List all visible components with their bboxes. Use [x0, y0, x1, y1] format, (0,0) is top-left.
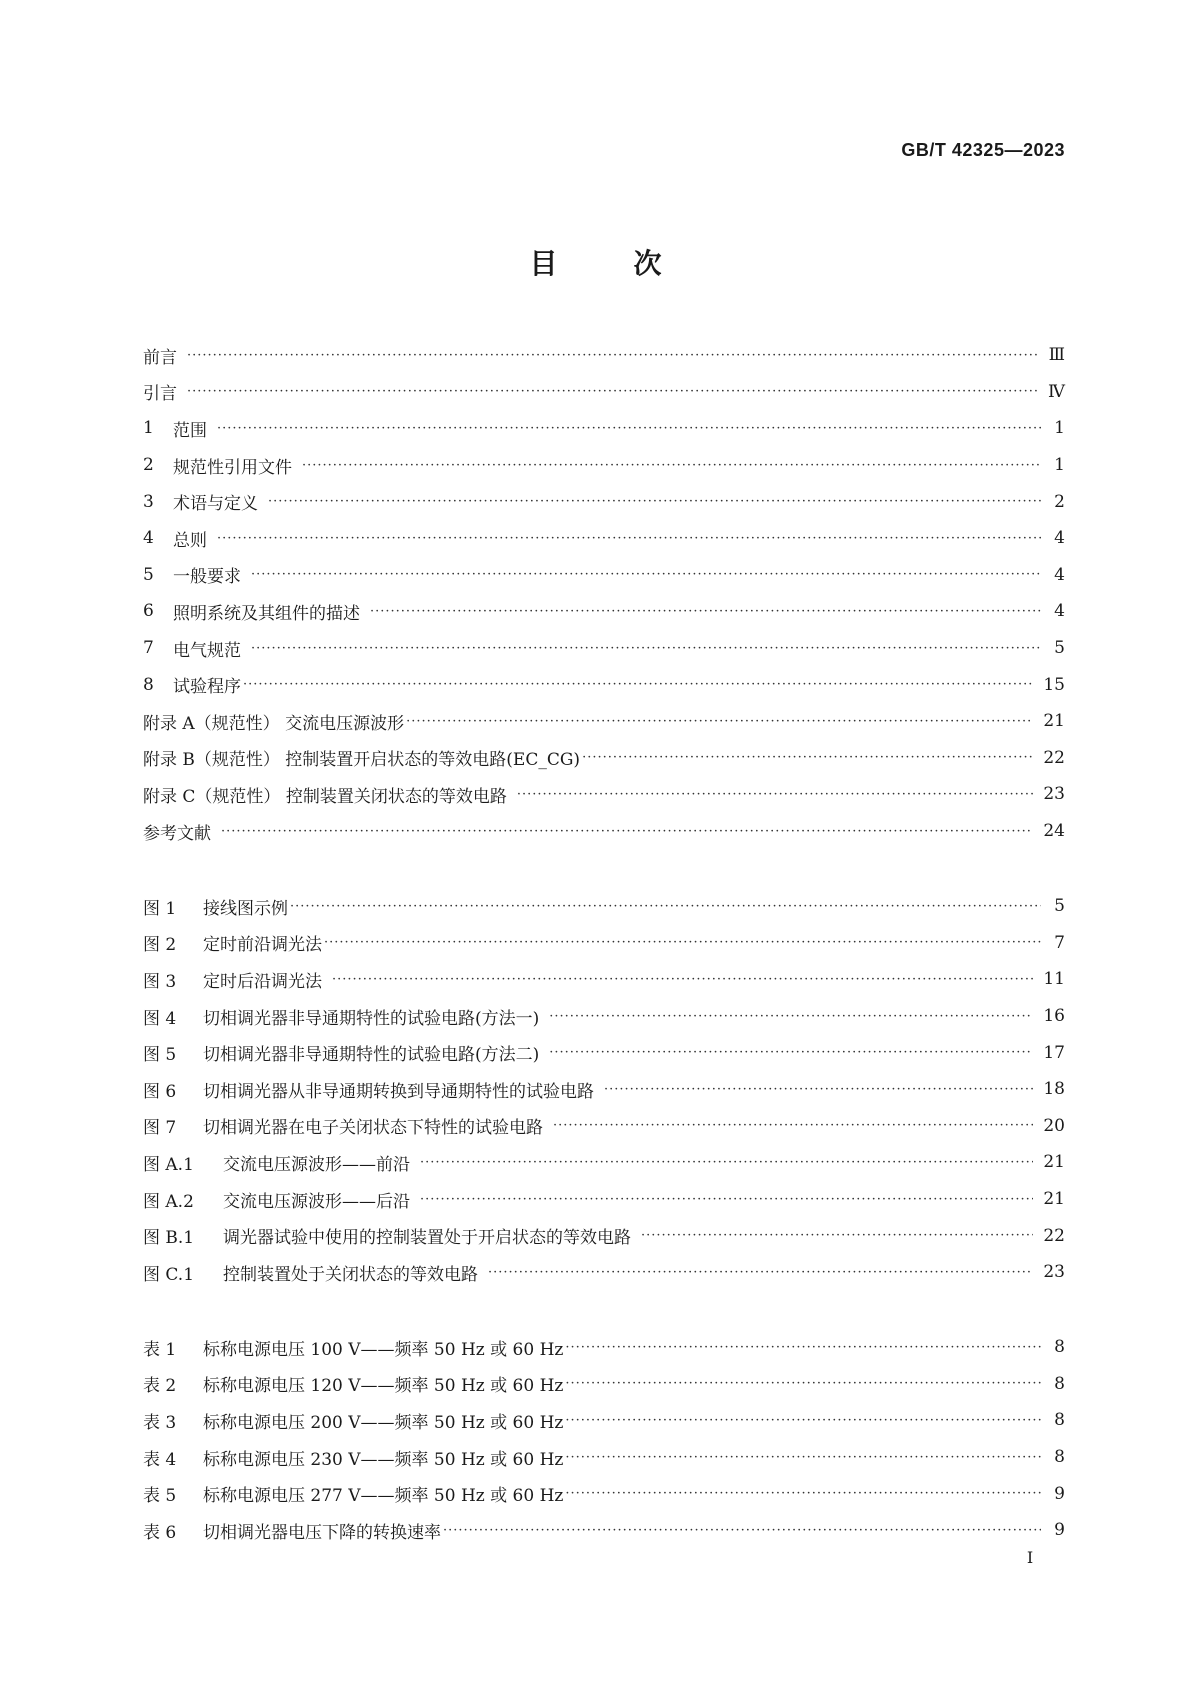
toc-entry[interactable]: [143, 374, 1065, 411]
toc-entry-label: 参考文献: [143, 823, 211, 844]
toc-figure-entry[interactable]: [143, 1217, 1065, 1254]
toc-figure-entry[interactable]: [143, 1181, 1065, 1218]
toc-table-entry[interactable]: [143, 1366, 1065, 1403]
title-char-1: 目: [529, 247, 558, 280]
table-page: 8: [1054, 1410, 1065, 1431]
table-number: 表 6: [143, 1522, 177, 1543]
toc-entry[interactable]: [143, 740, 1065, 777]
figure-label: 切相调光器非导通期特性的试验电路(方法一): [203, 1008, 540, 1029]
toc-entry[interactable]: [143, 776, 1065, 813]
figure-label: 定时后沿调光法: [203, 971, 322, 992]
table-number: 表 2: [143, 1376, 177, 1397]
figure-label: 交流电压源波形——后沿: [223, 1191, 410, 1212]
toc-entry-label: 总则: [173, 530, 207, 551]
figure-label: 切相调光器在电子关闭状态下特性的试验电路: [203, 1118, 543, 1139]
figure-number: 图 1: [143, 898, 177, 919]
table-page: 8: [1054, 1447, 1065, 1468]
toc-figure-entry[interactable]: [143, 1108, 1065, 1145]
toc-entry-page: 24: [1043, 821, 1065, 842]
figure-number: 图 4: [143, 1008, 177, 1029]
standard-code: GB/T 42325—2023: [901, 140, 1065, 160]
toc-tables: [143, 1329, 1065, 1549]
toc-entry[interactable]: [143, 483, 1065, 520]
figure-page: 18: [1043, 1079, 1065, 1100]
figure-label: 控制装置处于关闭状态的等效电路: [223, 1264, 478, 1285]
figure-number: 图 C.1: [143, 1264, 195, 1285]
table-number: 表 4: [143, 1449, 177, 1470]
title-char-2: 次: [633, 247, 662, 280]
figure-number: 图 2: [143, 935, 177, 956]
figure-page: 17: [1043, 1042, 1065, 1063]
toc-entry-number: 1: [143, 418, 154, 439]
table-label: 标称电源电压 277 V——频率 50 Hz 或 60 Hz: [203, 1486, 564, 1507]
toc-entry[interactable]: [143, 813, 1065, 850]
toc-entry-number: 3: [143, 491, 154, 512]
toc-entry-page: 4: [1054, 564, 1065, 585]
toc-figure-entry[interactable]: [143, 925, 1065, 962]
toc-entry-page: 23: [1043, 784, 1065, 805]
toc-entry-number: 8: [143, 674, 154, 695]
toc-figure-entry[interactable]: [143, 1071, 1065, 1108]
toc-entry-label: 引言: [143, 384, 177, 405]
toc-entry-number: 6: [143, 601, 154, 622]
toc-entry-label: 照明系统及其组件的描述: [173, 603, 360, 624]
toc-figure-entry[interactable]: [143, 961, 1065, 998]
toc-table-entry[interactable]: [143, 1439, 1065, 1476]
toc-table-entry[interactable]: [143, 1475, 1065, 1512]
toc-entry-label: 附录 B（规范性） 控制装置开启状态的等效电路(EC_CG): [143, 750, 581, 771]
table-number: 表 1: [143, 1339, 177, 1360]
toc-entry[interactable]: [143, 593, 1065, 630]
toc-entry-label: 电气规范: [173, 640, 241, 661]
table-label: 标称电源电压 120 V——频率 50 Hz 或 60 Hz: [203, 1376, 564, 1397]
toc-entry-page: Ⅳ: [1048, 381, 1065, 402]
table-page: 8: [1054, 1337, 1065, 1358]
figure-page: 22: [1043, 1225, 1065, 1246]
toc-table-entry[interactable]: [143, 1329, 1065, 1366]
figure-number: 图 A.2: [143, 1191, 194, 1212]
toc-main: [143, 337, 1065, 849]
figure-label: 调光器试验中使用的控制装置处于开启状态的等效电路: [223, 1228, 631, 1249]
figure-page: 16: [1043, 1006, 1065, 1027]
toc-entry-page: 4: [1054, 528, 1065, 549]
table-label: 标称电源电压 100 V——频率 50 Hz 或 60 Hz: [203, 1339, 564, 1360]
toc-entry-label: 前言: [143, 347, 177, 368]
figure-number: 图 B.1: [143, 1228, 195, 1249]
toc-figures: [143, 888, 1065, 1291]
toc-entry[interactable]: [143, 557, 1065, 594]
toc-entry-label: 附录 A（规范性） 交流电压源波形: [143, 713, 405, 734]
figure-page: 23: [1043, 1262, 1065, 1283]
toc-entry-label: 范围: [173, 420, 207, 441]
toc-entry-page: 22: [1043, 747, 1065, 768]
toc-entry[interactable]: [143, 337, 1065, 374]
figure-number: 图 A.1: [143, 1154, 194, 1175]
figure-number: 图 7: [143, 1118, 177, 1139]
toc-figure-entry[interactable]: [143, 1144, 1065, 1181]
figure-label: 切相调光器从非导通期转换到导通期特性的试验电路: [203, 1081, 594, 1102]
page-title: [0, 242, 1191, 282]
figure-page: 21: [1043, 1189, 1065, 1210]
toc-entry-label: 规范性引用文件: [173, 457, 292, 478]
table-page: 9: [1054, 1483, 1065, 1504]
table-label: 标称电源电压 230 V——频率 50 Hz 或 60 Hz: [203, 1449, 564, 1470]
figure-label: 接线图示例: [203, 898, 288, 919]
toc-entry-label: 附录 C（规范性） 控制装置关闭状态的等效电路: [143, 786, 507, 807]
figure-page: 7: [1054, 932, 1065, 953]
table-label: 标称电源电压 200 V——频率 50 Hz 或 60 Hz: [203, 1412, 564, 1433]
figure-number: 图 3: [143, 971, 177, 992]
toc-entry[interactable]: [143, 447, 1065, 484]
toc-entry-label: 试验程序: [173, 677, 241, 698]
toc-entry-number: 4: [143, 528, 154, 549]
table-page: 8: [1054, 1373, 1065, 1394]
toc-entry-page: Ⅲ: [1048, 345, 1065, 366]
figure-page: 20: [1043, 1115, 1065, 1136]
figure-label: 切相调光器非导通期特性的试验电路(方法二): [203, 1045, 540, 1066]
toc-entry-page: 2: [1054, 491, 1065, 512]
toc-table-entry[interactable]: [143, 1512, 1065, 1549]
toc-entry-page: 1: [1054, 418, 1065, 439]
toc-entry[interactable]: [143, 666, 1065, 703]
toc-entry-page: 1: [1054, 455, 1065, 476]
table-label: 切相调光器电压下降的转换速率: [203, 1522, 441, 1543]
toc-figure-entry[interactable]: [143, 1254, 1065, 1291]
toc-entry-page: 5: [1054, 638, 1065, 659]
figure-label: 定时前沿调光法: [203, 935, 322, 956]
toc-figure-entry[interactable]: [143, 1034, 1065, 1071]
toc-entry-label: 一般要求: [173, 567, 241, 588]
figure-page: 5: [1054, 896, 1065, 917]
toc-entry-number: 7: [143, 638, 154, 659]
table-page: 9: [1054, 1520, 1065, 1541]
figure-number: 图 5: [143, 1045, 177, 1066]
table-number: 表 5: [143, 1486, 177, 1507]
toc-entry[interactable]: [143, 703, 1065, 740]
figure-page: 11: [1043, 969, 1065, 990]
toc-figure-entry[interactable]: [143, 888, 1065, 925]
toc-entry-label: 术语与定义: [173, 494, 258, 515]
toc-figure-entry[interactable]: [143, 998, 1065, 1035]
toc-entry-page: 4: [1054, 601, 1065, 622]
toc-entry-page: 21: [1043, 711, 1065, 732]
figure-page: 21: [1043, 1152, 1065, 1173]
toc-entry[interactable]: [143, 520, 1065, 557]
toc-table-entry[interactable]: [143, 1402, 1065, 1439]
toc-entry-page: 15: [1043, 674, 1065, 695]
page-number: I: [1026, 1548, 1034, 1567]
table-number: 表 3: [143, 1412, 177, 1433]
toc-entry[interactable]: [143, 410, 1065, 447]
toc-entry[interactable]: [143, 630, 1065, 667]
figure-label: 交流电压源波形——前沿: [223, 1154, 410, 1175]
toc-entry-number: 5: [143, 564, 154, 585]
toc-entry-number: 2: [143, 455, 154, 476]
figure-number: 图 6: [143, 1081, 177, 1102]
